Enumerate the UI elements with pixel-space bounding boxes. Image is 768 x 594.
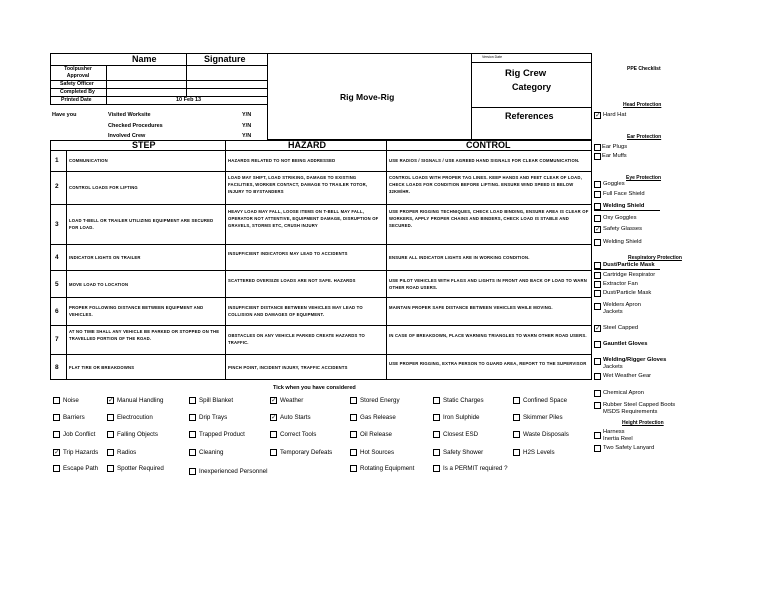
step-text: INDICATOR LIGHTS ON TRAILER — [69, 255, 141, 260]
row-divider — [66, 270, 67, 298]
row-divider — [386, 171, 387, 205]
ppe-item: Jackets — [603, 364, 623, 370]
ppe-checkbox-rubber-boots[interactable] — [594, 402, 601, 409]
hazard-checkbox[interactable] — [513, 449, 520, 456]
row-divider — [66, 297, 67, 326]
ppe-checkbox-lanyard[interactable] — [594, 445, 601, 452]
hazard-checkbox[interactable] — [350, 397, 357, 404]
ppe-item: Two Safety Lanyard — [603, 445, 655, 451]
check-mark-icon: ✓ — [595, 325, 601, 332]
hazard-checkbox[interactable] — [53, 449, 60, 456]
category-label: Category — [512, 82, 552, 92]
hazard-text: LOAD MAY SHIFT, LOAD STRIKING, DAMAGE TO EXISTING FACILITIES, WORKER CONTACT, DAMAGE TO TRAILER TOTOR, INJURY TO BYSTANDERS — [228, 175, 368, 194]
check-mark-icon: ✓ — [108, 397, 114, 404]
hazard-checkbox[interactable] — [189, 449, 196, 456]
hazard-checkbox-label: Trip Hazards — [63, 449, 99, 456]
ppe-checkbox-welding-shield[interactable] — [594, 203, 601, 210]
ppe-checkbox-harness[interactable] — [594, 432, 601, 439]
step-text: COMMUNICATION — [69, 158, 108, 163]
check-mark-icon: ✓ — [54, 449, 60, 456]
row-number: 2 — [55, 183, 59, 190]
printed-date-value: 10 Feb 13 — [176, 97, 202, 103]
hazard-checkbox-label: Hot Sources — [360, 449, 395, 456]
hazard-checkbox-label: Correct Tools — [280, 431, 317, 438]
ppe-item: Welding Shield — [603, 239, 642, 245]
hazard-checkbox-label: Escape Path — [63, 465, 99, 472]
hazard-checkbox-label: Iron Sulphide — [443, 414, 480, 421]
hazard-text: HAZARDS RELATED TO NOT BEING ADDRESSED — [228, 158, 336, 163]
hazard-checkbox-label: H2S Levels — [523, 449, 555, 456]
ppe-item: Safety Glasses — [603, 226, 642, 232]
step-text: MOVE LOAD TO LOCATION — [69, 282, 129, 287]
control-text: ENSURE ALL INDICATOR LIGHTS ARE IN WORKING CONDITION. — [389, 255, 530, 260]
hazard-checkbox[interactable] — [350, 414, 357, 421]
hazard-checkbox-label: Spotter Required — [117, 465, 164, 472]
hazard-checkbox-label: Radios — [117, 449, 137, 456]
name-input-0[interactable] — [106, 65, 187, 81]
hazard-checkbox[interactable] — [53, 465, 60, 472]
hazard-checkbox-label: Auto Starts — [280, 414, 311, 421]
ppe-checkbox-gauntlet[interactable] — [594, 341, 601, 348]
hazard-checkbox[interactable] — [433, 465, 440, 472]
hazard-checkbox-label: Closest ESD — [443, 431, 479, 438]
hazard-checkbox[interactable] — [513, 397, 520, 404]
ppe-section-ear: Ear Protection — [627, 134, 662, 140]
hazard-checkbox[interactable] — [433, 431, 440, 438]
ppe-item: MSDS Requirements — [603, 409, 658, 415]
control-text: IN CASE OF BREAKDOWN, PLACE WARNING TRIANGLES TO WARN OTHER ROAD USERS. — [389, 333, 587, 338]
hazard-checkbox-label: Weather — [280, 397, 304, 404]
hazard-checkbox[interactable] — [189, 397, 196, 404]
hazard-checkbox[interactable] — [270, 397, 277, 404]
hazard-checkbox[interactable] — [270, 431, 277, 438]
ppe-item: Goggles — [603, 181, 625, 187]
ppe-checkbox-chem-apron[interactable] — [594, 390, 601, 397]
ppe-checkbox-hard-hat[interactable] — [594, 112, 601, 119]
hazard-text: INSUFFICIENT INDICATORS MAY LEAD TO ACCIDENTS — [228, 251, 348, 256]
hazard-header-label: HAZARD — [288, 140, 326, 150]
hazard-checkbox[interactable] — [350, 449, 357, 456]
ppe-item: Welding/Rigger Gloves — [603, 357, 667, 363]
hazard-checkbox[interactable] — [189, 468, 196, 475]
hazard-checkbox-label: Electrocution — [117, 414, 153, 421]
hazard-checkbox-label: Job Conflict — [63, 431, 96, 438]
hazard-checkbox[interactable] — [350, 465, 357, 472]
ppe-item: Jackets — [603, 309, 623, 315]
signature-label: Signature — [204, 54, 246, 64]
hazard-checkbox-label: Gas Release — [360, 414, 396, 421]
hazard-checkbox-label: Manual Handling — [117, 397, 164, 404]
ppe-checkbox-dust-mask[interactable] — [594, 262, 601, 269]
hazard-checkbox[interactable] — [513, 414, 520, 421]
hazard-checkbox[interactable] — [107, 397, 114, 404]
ppe-item: Hard Hat — [603, 112, 627, 118]
row-number: 7 — [55, 336, 59, 343]
ppe-section-head: Head Protection — [623, 102, 662, 108]
control-text: USE PILOT VEHICLES WITH FLAGS AND LIGHTS IN FRONT AND BACK OF LOAD TO WARN OTHER ROAD USERS. — [389, 278, 587, 290]
hazard-checkbox-label: Temporary Defeats — [280, 449, 333, 456]
check-mark-icon: ✓ — [595, 112, 601, 119]
hazard-text: OBSTACLES ON ANY VEHICLE PARKED CREATE HAZARDS TO TRAFFIC. — [228, 333, 365, 345]
have-you-yn[interactable]: Y/N — [242, 123, 252, 129]
ppe-item: Oxy Goggles — [603, 215, 637, 221]
hazard-checkbox[interactable] — [433, 397, 440, 404]
ppe-checkbox-welding-gloves[interactable] — [594, 358, 601, 365]
row-divider — [66, 171, 67, 205]
hazard-checkbox-label: Spill Blanket — [199, 397, 234, 404]
row-divider — [225, 297, 226, 326]
hazard-checkbox-label: Static Charges — [443, 397, 484, 404]
step-text: LOAD T-BELL OR TRAILER UTILIZING EQUIPMENT ARE SECURED FOR LOAD. — [69, 218, 214, 230]
role-label: Completed By — [60, 89, 95, 95]
ppe-checkbox-extractor[interactable] — [594, 281, 601, 288]
row-divider — [225, 325, 226, 355]
ppe-section-eye: Eye Protection — [626, 175, 662, 181]
control-text: MAINTAIN PROPER SAFE DISTANCE BETWEEN VEHICLES WHILE MOVING. — [389, 305, 553, 310]
page-title: Rig Move-Rig — [340, 92, 395, 102]
hazard-checkbox-label: Skimmer Piles — [523, 414, 563, 421]
hazard-text: SCATTERED OVERSIZE LOADS ARE NOT SAFE. HAZARDS — [228, 278, 356, 283]
step-text: CONTROL LOADS FOR LIFTING — [69, 185, 138, 190]
crew-divider — [471, 62, 592, 63]
crew-label: Rig Crew — [505, 68, 547, 79]
version-date-label: Version Date — [482, 55, 503, 59]
hazard-text: INSUFFICIENT DISTANCE BETWEEN VEHICLES MAY LEAD TO COLLISION AND DAMAGES OF EQUIPMENT. — [228, 305, 363, 317]
have-you-label: Have you — [52, 112, 77, 118]
ppe-item: Cartridge Respirator — [603, 272, 656, 278]
row-divider — [386, 354, 387, 380]
hazard-checkbox-label: Stored Energy — [360, 397, 400, 404]
hazard-checkbox[interactable] — [433, 449, 440, 456]
ppe-item: Inertia Reel — [603, 436, 633, 442]
role-label: Safety Officer — [60, 81, 94, 87]
row-divider — [225, 244, 226, 271]
control-text: CONTROL LOADS WITH PROPER TAG LINES. KEEP HANDS AND FEET CLEAR OF LOAD, CHECK LOADS FOR CONDITION BEFORE LIFTING. ENSURE WIND SPEED IS BELOW 32KM/HR. — [389, 175, 582, 194]
hazard-checkbox-label: Inexperienced Personnel — [199, 468, 268, 475]
ppe-checkbox-steel-capped[interactable] — [594, 325, 601, 332]
tick-instruction: Tick when you have considered — [273, 385, 356, 391]
hazard-checkbox-label: Noise — [63, 397, 79, 404]
hazard-checkbox[interactable] — [53, 397, 60, 404]
hazard-checkbox[interactable] — [107, 414, 114, 421]
ppe-checkbox-wet-weather[interactable] — [594, 373, 601, 380]
row-divider — [386, 150, 387, 172]
role-label: Printed Date — [61, 97, 92, 103]
ppe-item: Extractor Fan — [603, 281, 638, 287]
row-divider — [386, 204, 387, 245]
hazard-checkbox[interactable] — [107, 465, 114, 472]
ppe-checkbox-cartridge[interactable] — [594, 272, 601, 279]
control-text: USE PROPER RIGGING TECHNIQUES, CHECK LOAD BINDING, ENSURE AREA IS CLEAR OF WORKERS, APPLY PROPER CHAINS AND BINDERS, CHECK LOAD IS STABLE AND SECURED. — [389, 209, 589, 228]
hazard-checkbox-label: Rotating Equipment — [360, 465, 415, 472]
row-divider — [225, 150, 226, 172]
hazard-checkbox-label: Trapped Product — [199, 431, 245, 438]
row-divider — [66, 204, 67, 245]
row-number: 8 — [55, 364, 59, 371]
control-text: USE RADIOS / SIGNALS / USE AGREED HAND SIGNALS FOR CLEAR COMMUNICATION. — [389, 158, 580, 163]
hazard-checkbox-label: Falling Objects — [117, 431, 158, 438]
hazard-checkbox[interactable] — [53, 414, 60, 421]
ppe-divider — [594, 269, 660, 270]
hazard-checkbox-label: Safety Shower — [443, 449, 484, 456]
hazard-checkbox[interactable] — [189, 414, 196, 421]
ppe-item: Steel Capped — [603, 325, 639, 331]
ppe-item: Ear Plugs — [602, 144, 628, 150]
check-mark-icon: ✓ — [271, 414, 277, 421]
ppe-checkbox-dust-mask-2[interactable] — [594, 290, 601, 297]
hazard-text: PINCH POINT, INCIDENT INJURY, TRAFFIC ACCIDENTS — [228, 365, 348, 370]
hazard-checkbox[interactable] — [53, 431, 60, 438]
step-header-label: STEP — [132, 140, 156, 150]
ppe-item: Dust/Particle Mask — [603, 262, 655, 268]
ppe-divider — [594, 210, 660, 211]
sign-input-0[interactable] — [186, 65, 268, 81]
ppe-checkbox-ear-muffs[interactable] — [594, 153, 601, 160]
hazard-text: HEAVY LOAD MAY FALL, LOOSE ITEMS ON T-BELL MAY FALL, OPERATOR NOT ATTENTIVE, EQUIPMENT DAMAGE, DISRUPTION OF GRAVELS, STORMS ETC, CRUSH INJURY — [228, 209, 379, 228]
ppe-item: Full Face Shield — [603, 191, 645, 197]
row-divider — [66, 244, 67, 271]
row-divider — [386, 270, 387, 298]
row-number: 1 — [55, 157, 59, 164]
ppe-checkbox-welding-shield-2[interactable] — [594, 239, 601, 246]
hazard-checkbox[interactable] — [270, 414, 277, 421]
hazard-checkbox-label: Confined Space — [523, 397, 568, 404]
step-text: AT NO TIME SHALL ANY VEHICLE BE PARKED OR STOPPED ON THE TRAVELLED PORTION OF THE ROAD. — [69, 329, 220, 341]
ppe-item: Wet Weather Gear — [603, 373, 652, 379]
row-number: 4 — [55, 254, 59, 261]
ppe-item: Welders Apron — [603, 302, 641, 308]
hazard-checkbox[interactable] — [350, 431, 357, 438]
row-divider — [225, 204, 226, 245]
row-divider — [225, 354, 226, 380]
hazard-checkbox-label: Oil Release — [360, 431, 392, 438]
hazard-checkbox-label: Cleaning — [199, 449, 224, 456]
ppe-checkbox-oxy-goggles[interactable] — [594, 215, 601, 222]
hazard-checkbox[interactable] — [107, 431, 114, 438]
row-divider — [225, 171, 226, 205]
row-number: 3 — [55, 221, 59, 228]
ppe-checkbox-ear-plugs[interactable] — [594, 144, 601, 151]
ppe-item: Dust/Particle Mask — [603, 290, 652, 296]
row-number: 5 — [55, 281, 59, 288]
hazard-checkbox[interactable] — [433, 414, 440, 421]
ppe-item: Harness — [603, 429, 625, 435]
row-divider — [66, 354, 67, 380]
row-divider — [386, 297, 387, 326]
ppe-checkbox-full-face[interactable] — [594, 191, 601, 198]
name-label: Name — [132, 54, 157, 64]
control-header-label: CONTROL — [466, 140, 511, 150]
control-text: USE PROPER RIGGING, EXTRA PERSON TO GUARD AREA, REPORT TO THE SUPERVISOR — [389, 361, 587, 366]
ppe-checkbox-goggles[interactable] — [594, 181, 601, 188]
row-divider — [386, 244, 387, 271]
hazard-checkbox[interactable] — [270, 449, 277, 456]
hazard-checkbox[interactable] — [189, 431, 196, 438]
ppe-section-resp: Respiratory Protection — [628, 255, 682, 261]
check-mark-icon: ✓ — [271, 397, 277, 404]
step-text: FLAT TIRE OR BREAKDOWNS — [69, 365, 135, 370]
row-number: 6 — [55, 308, 59, 315]
hazard-checkbox-label: Is a PERMIT required ? — [443, 465, 508, 472]
step-text: PROPER FOLLOWING DISTANCE BETWEEN EQUIPMENT AND VEHICLES. — [69, 305, 204, 317]
have-you-item: Checked Procedures — [108, 123, 163, 129]
hazard-checkbox-label: Waste Disposals — [523, 431, 569, 438]
hazard-checkbox[interactable] — [513, 431, 520, 438]
row-divider — [66, 325, 67, 355]
check-mark-icon: ✓ — [595, 226, 601, 233]
have-you-item: Visited Worksite — [108, 112, 151, 118]
ppe-section-height: Height Protection — [622, 420, 664, 426]
ppe-checkbox-safety-glasses[interactable] — [594, 226, 601, 233]
hazard-checkbox-label: Drip Trays — [199, 414, 228, 421]
hazard-checkbox-label: Barriers — [63, 414, 85, 421]
references-label: References — [505, 111, 554, 121]
ppe-item: Ear Muffs — [602, 153, 627, 159]
ppe-item: Welding Shield — [603, 203, 645, 209]
have-you-yn[interactable]: Y/N — [242, 133, 252, 139]
row-divider — [66, 150, 67, 172]
ppe-item: Chemical Apron — [603, 390, 644, 396]
role-label: Toolpusher Approval — [64, 66, 92, 79]
have-you-item: Involved Crew — [108, 133, 146, 139]
hazard-checkbox[interactable] — [107, 449, 114, 456]
ppe-title: PPE Checklist — [627, 66, 661, 72]
ppe-item: Gauntlet Gloves — [603, 341, 648, 347]
ppe-item: Rubber Steel Capped Boots — [603, 402, 676, 408]
row-divider — [225, 270, 226, 298]
row-divider — [386, 325, 387, 355]
ppe-checkbox-welders-apron[interactable] — [594, 303, 601, 310]
have-you-yn[interactable]: Y/N — [242, 112, 252, 118]
